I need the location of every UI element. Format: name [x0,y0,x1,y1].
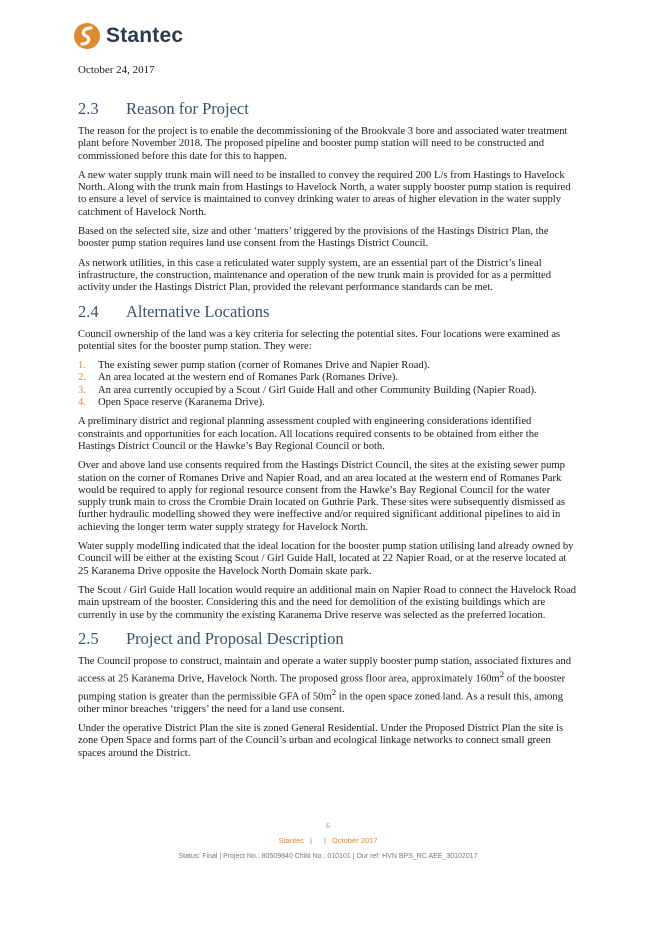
list-number: 2. [78,372,86,384]
section-2-3 [78,99,578,295]
superscript: 2 [331,686,337,697]
paragraph: A new water supply trunk main will need to be installed to convey the required 200 L/s from Hastings to Havelock North. Along with the trunk main from Hastings to Havelock North, a water supply booster pump station is required to ensure a level of service is maintained to convey drinking water to areas of higher elevation in the water supply catchment of Havelock North. [78,169,571,218]
section-2-4 [78,302,578,622]
footer-date: October 2017 [331,836,378,845]
document-body [78,99,578,767]
paragraph: Over and above land use consents required from the Hastings District Council, the sites at the existing sewer pump station on the corner of Romanes Drive and Napier Road, and an area located at the western end of Romanes Park would be required to apply for regional resource consent from the Hawke’s Bay Regional Council for the water supply trunk main to cross the Crombie Drain located on Guthrie Park. These sites were subsequently dismissed as further hydraulic modelling showed they were ineffective and/or required significant additional pipelines to aid in achieving the longer term water supply strategy for Havelock North. [78,460,566,533]
paragraph-text: The Council propose to construct, maintain and operate a water supply booster pump station, associated fixtures and access at 25 Karanema Drive, Havelock North. The proposed gross floor area, approximately 160m [78,655,572,685]
list-item [78,372,578,384]
section-number: 2.5 [78,628,99,648]
list-item [78,385,578,397]
list-text: The existing sewer pump station (corner of Romanes Drive and Napier Road). [98,360,430,372]
list-number: 4. [78,397,86,409]
footer-company: Stantec [278,836,305,845]
paragraph: The Scout / Girl Guide Hall location would require an additional main on Napier Road to connect the Havelock Road main upstream of the booster. Considering this and the need for demolition of the existing buildings which are currently in use by the community the existing Karanema Drive reserve was selected as the preferred location. [78,584,577,621]
paragraph: Based on the selected site, size and other ‘matters’ triggered by the provisions of the Hastings District Plan, the booster pump station requires land use consent from the Hastings District Council. [78,226,549,250]
footer-divider: | [323,836,326,845]
list-text: An area located at the western end of Romanes Park (Romanes Drive). [98,372,399,384]
location-list [78,360,578,409]
section-2-5 [78,629,578,760]
section-heading [78,99,578,119]
list-item [78,397,578,409]
list-text: Open Space reserve (Karanema Drive). [98,397,265,409]
paragraph: As network utilities, in this case a reticulated water supply system, are an essential part of the District’s lineal infrastructure, the construction, maintenance and operation of the new trunk main is provided for as a permitted activity under the Hastings District Plan, provided the relevant performance standards can be met. [78,257,552,294]
paragraph: Council ownership of the land was a key criteria for selecting the potential sites. Four locations were examined as potential sites for the booster pump station. They were: [78,328,561,352]
list-text: An area currently occupied by a Scout / Girl Guide Hall and other Community Building (Napier Road). [98,384,537,396]
document-date: October 24, 2017 [78,64,155,76]
paragraph-text: in the open space zoned land. As a result this, among other minor breaches ‘triggers’ the need for a land use consent. [78,691,563,715]
paragraph: Under the operative District Plan the site is zoned General Residential. Under the Proposed District Plan the site is zone Open Space and forms part of the Council’s urban and ecological linkage networks to connect small green spaces around the District. [78,723,564,759]
paragraph [78,656,578,716]
section-title: Project and Proposal Description [126,628,344,648]
paragraph-text: of the booster pumping station is greater than the permissible GFA of 50m [78,673,565,703]
section-heading [78,302,578,322]
paragraph: A preliminary district and regional planning assessment coupled with engineering considerations identified constraints and opportunities for each location. All locations required consents to be obtained from either the Hastings District Council or the Hawke’s Bay Regional Council or both. [78,416,539,452]
section-heading [78,629,578,649]
section-number: 2.4 [78,301,99,321]
logo-text: Stantec [106,24,184,47]
list-item [78,360,578,372]
footer-status-line: Status: Final | Project No.: 80509840 Child No.: 010101 | Our ref: HVN BPS_RC AEE_30102017 [178,853,478,860]
list-number: 1. [78,360,86,372]
footer-divider: | [310,836,312,845]
paragraph: Water supply modelling indicated that the ideal location for the booster pump station utilising land already owned by Council will be either at the existing Scout / Girl Guide Hall, located at 22 Napier Road, or at the reserve located at 25 Karanema Drive opposite the Havelock North Domain skate park. [78,541,574,577]
superscript: 2 [499,669,505,680]
paragraph: The reason for the project is to enable the decommissioning of the Brookvale 3 bore and associated water treatment plant before November 2018. The proposed pipeline and booster pump station will need to be constructed and commissioned before this date for this to happen. [78,126,568,162]
section-title: Reason for Project [126,99,249,118]
stantec-logo [73,22,183,50]
stantec-logo-icon [73,22,101,50]
section-number: 2.3 [78,99,99,118]
section-title: Alternative Locations [126,301,270,321]
list-number: 3. [78,384,86,396]
page-number: 6 [326,821,330,830]
footer-brand-line [0,836,656,845]
